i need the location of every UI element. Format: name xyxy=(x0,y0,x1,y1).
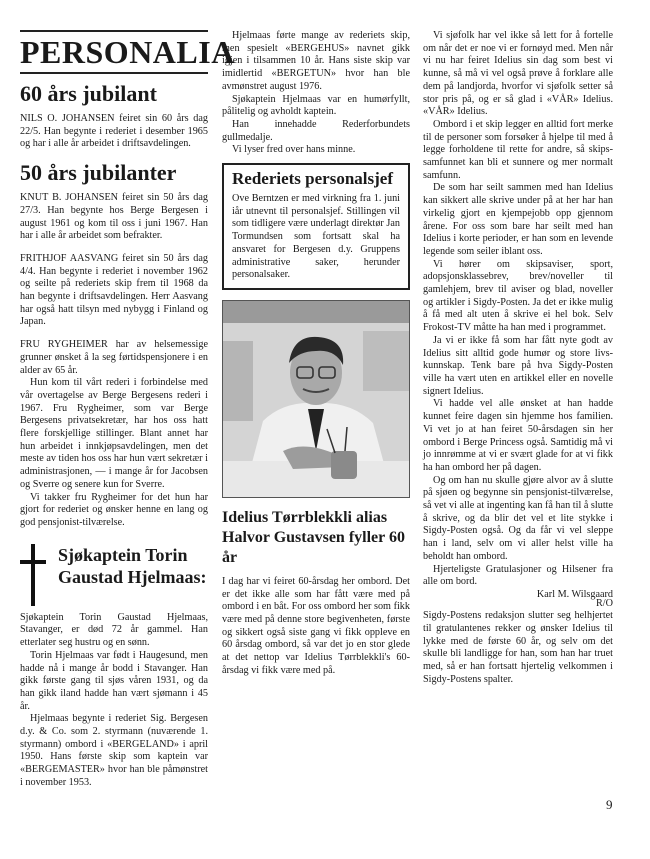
column-left xyxy=(20,0,235,790)
article-title: Idelius Tørrblekkli alias Halvor Gustavsen fyller 60 år xyxy=(222,508,405,566)
obituary-text-4: Hjelmaas førte mange av rederiets skip, men spesielt «BERGEHUS» navnet gikk igjen i tilsammen 10 år. Hans siste skip var imidlertid «BERGETUN» hvor han ble avmønstret august 1976. xyxy=(222,30,410,92)
portrait-photo xyxy=(222,300,410,498)
jubilanter-50-heading: 50 års jubilanter xyxy=(20,160,177,186)
signature-role: R/O xyxy=(596,597,613,609)
jubilant-50-text-1: KNUT B. JOHANSEN feiret sin 50 års dag 27/3. Han begynte hos Berge Bergesen i august 1961 og kom til oss i juni 1967. Han har i alle år arbeidet som befrakter. xyxy=(20,192,208,242)
obituary-text-6: Han innehadde Rederforbundets gullmedalje. xyxy=(222,118,410,143)
portrait-illustration xyxy=(223,301,409,497)
jubilant-60-text: NILS O. JOHANSEN feiret sin 60 års dag 22/5. Han begynte i rederiet i desember 1965 og har i alle år arbeidet i driftsavdelingen. xyxy=(20,113,208,150)
article-text-7: Vi hadde vel alle ønsket at han hadde kunnet feire dagen sin hjemme hos familien. Vi vet jo at han feiret 50-årsdagen sin her ombord i Berge Princess også. Samtidig må vi jo innrømme at vi er svært glade for at vi fikk ha han ombord her på dagen. xyxy=(423,398,613,473)
article-text-9: Hjerteligste Gratulasjoner og Hilsener fra alle om bord. xyxy=(423,563,613,588)
obituary-text-1: Sjøkaptein Torin Gaustad Hjelmaas, Stavanger, er død 72 år gammel. Han etterlater seg hustru og en sønn. xyxy=(20,611,208,649)
article-text-6: Ja vi er ikke få som har fått nyte godt av Idelius sitt alltid gode humør og store livs-kunnskap. Tenk bare på hva Sigdy-Posten ville ha vært uten en artikkel eller en novelle signert Idelius. xyxy=(423,334,613,397)
article-text-3: Ombord i et skip legger en alltid fort merke til de personer som forsøker å hjelpe til med å legge forholdene til rette for andre, så skips-samfunnet kan bli et sunnere og mer normalt samfunn. xyxy=(423,118,613,181)
obituary-title: Sjøkaptein Torin Gaustad Hjelmaas: xyxy=(58,544,207,587)
jubilant-50-text-2: FRITHJOF AASVANG feiret sin 50 års dag 4/4. Han begynte i rederiet i november 1962 og seilte på rederiets skip frem til 1968 da han begynte i driftsavdelingen. Herr Aasvang har også hatt tilsyn med nybygg i Finland og Japan. xyxy=(20,252,208,328)
rygheimer-text-1: FRU RYGHEIMER har av helsemessige grunner ønsket å la seg førtidspensjonere i en alder av 65 år. xyxy=(20,339,208,376)
column-middle xyxy=(222,0,410,678)
article-text-1: I dag har vi feiret 60-årsdag her ombord. Det er det ikke alle som har fått være med på ombord i en båt. For oss ombord her som fikk være med på denne store begivenheten, første og sikkert også siste gang vi fikk oppleve en 60 årsdag ombord, så var det jo en stor glede at det nettop var Idelius Tørrblekkli's 60-årsdag vi fikk være med på. xyxy=(222,575,410,676)
section-title: PERSONALIA xyxy=(20,30,208,74)
personalsjef-text: Ove Berntzen er med virkning fra 1. juni iår utnevnt til personalsjef. Stillingen vil som tidligere være underlagt direktør Jan Tormundsen som fortsatt skal ha ansvaret for Bergesen d.y. Gruppens administrative saker, herunder personalsaker. xyxy=(232,193,400,281)
signature-name: Karl M. Wilsgaard xyxy=(536,588,613,600)
column-right xyxy=(423,0,613,687)
rygheimer-text-2: Hun kom til vårt rederi i forbindelse med vår overtagelse av Berge Bergesens rederi i 1967. Fru Rygheimer, som var Berge Bergesens privatsekretær, har hos oss hatt flere forskjellige stillinger. Blant annet har hun arbeidet i innkjøpsavdelingen, men det meste av tiden hos oss har hun vært sekretær i administrasjonen, — i mange år for Jacobsen og Sverre og senere kun for Sverre. xyxy=(20,377,208,490)
article-text-8: Og om han nu skulle gjøre alvor av å slutte på sjøen og begynne sin pensjonist-tilværelse, så vet vi alle at ingenting kan få han til å slutte å skrive, og da blir det vel et lite stykke i Sigdy-Posten også. Og da får vi vel sleppe han i land, selv om vi aller helst ville ha beholdt han ombord. xyxy=(423,474,613,562)
obituary-text-2: Torin Hjelmaas var født i Haugesund, men hadde nå i mange år bodd i Stavanger. Han gikk første gang til sjøs våren 1931, og da han gikk iland hadde han vært sjømann i 45 år. xyxy=(20,649,208,712)
rygheimer-text-3: Vi takker fru Rygheimer for det hun har gjort for rederiet og ønsker henne en lang og god pensjonist-tilværelse. xyxy=(20,491,208,528)
page-number: 9 xyxy=(606,797,613,812)
obituary-header xyxy=(20,544,208,606)
personalsjef-box xyxy=(222,163,410,290)
obituary-text-7: Vi lyser fred over hans minne. xyxy=(232,144,356,156)
article-text-5: Vi hører om skipsaviser, sport, adopsjonsklassebrev, brev/noveller til gamlehjem, brev til aviser og blad, noveller og artikler i Sigdy-Posten. Ja det er ikke mulig å få med alt uten å skrive ei hel bok. Selv Frokost-TV måtte ha han med i programmet. xyxy=(423,258,613,334)
personalsjef-title: Rederiets personalsjef xyxy=(232,169,393,189)
obituary-text-3: Hjelmaas begynte i rederiet Sig. Bergesen d.y. & Co. som 2. styrmann (nuværende 1. styrmann) ombord i «BERGELAND» i april 1950. Hans første skip som kaptein var «BERGEMASTER» hvor han ble påmønstret i november 1953. xyxy=(20,713,208,788)
obituary-text-5: Sjøkaptein Hjelmaas var en humørfyllt, pålitelig og avholdt kaptein. xyxy=(222,93,410,118)
article-text-4: De som har seilt sammen med han Idelius kan sikkert alle skrive under på at her har han virkelig gjort en kjempejobb opp gjennom årene. For oss som bare har seilt med han Idelius i korte perioder, er han som en levende legende som seiler iblant oss. xyxy=(423,182,613,257)
jubilant-60-heading: 60 års jubilant xyxy=(20,81,157,106)
article-text-2: Vi sjøfolk har vel ikke så lett for å fortelle om når det er noe vi er fornøyd med. Men når vi nu har feiret Idelius sin dag som best vi kunne, så må vi vel også prøve å forklare alle dem på landjorda, hvorfor vi sjøfolk setter så stor pris på, og er så glad i «VÅR» Idelius. «VÅR» Idelius. xyxy=(423,30,613,118)
cross-icon xyxy=(20,544,46,606)
article-text-10: Sigdy-Postens redaksjon slutter seg helhjertet til gratulantenes rekker og ønsker Idelius til lykke med de første 60 år, og selv om det skulle bli landligge for han, som han har truet med, så er han fortsatt hjertelig velkommen i Sigdy-Postens spalter. xyxy=(423,610,613,685)
